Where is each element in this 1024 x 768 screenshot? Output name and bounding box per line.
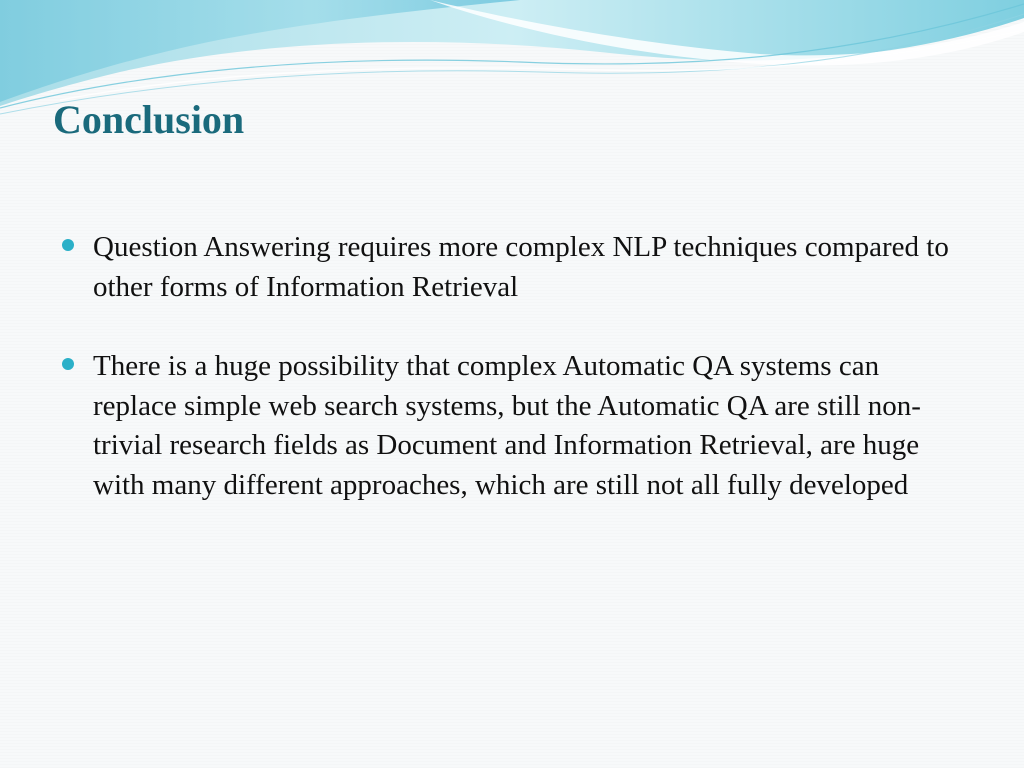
bullet-text: There is a huge possibility that complex Automatic QA systems can replace simple web search systems, but the Automatic QA are still non-trivial research fields as Document and Information Retrieval, are huge with many different approaches, which are still not all fully developed bbox=[93, 350, 921, 501]
bullet-list bbox=[60, 228, 960, 545]
bullet-item bbox=[60, 228, 960, 307]
bullet-dot-icon bbox=[62, 358, 74, 370]
bullet-item bbox=[60, 347, 960, 505]
slide-title: Conclusion bbox=[53, 97, 245, 142]
bullet-text: Question Answering requires more complex NLP techniques compared to other forms of Information Retrieval bbox=[93, 231, 949, 303]
bullet-dot-icon bbox=[62, 239, 74, 251]
